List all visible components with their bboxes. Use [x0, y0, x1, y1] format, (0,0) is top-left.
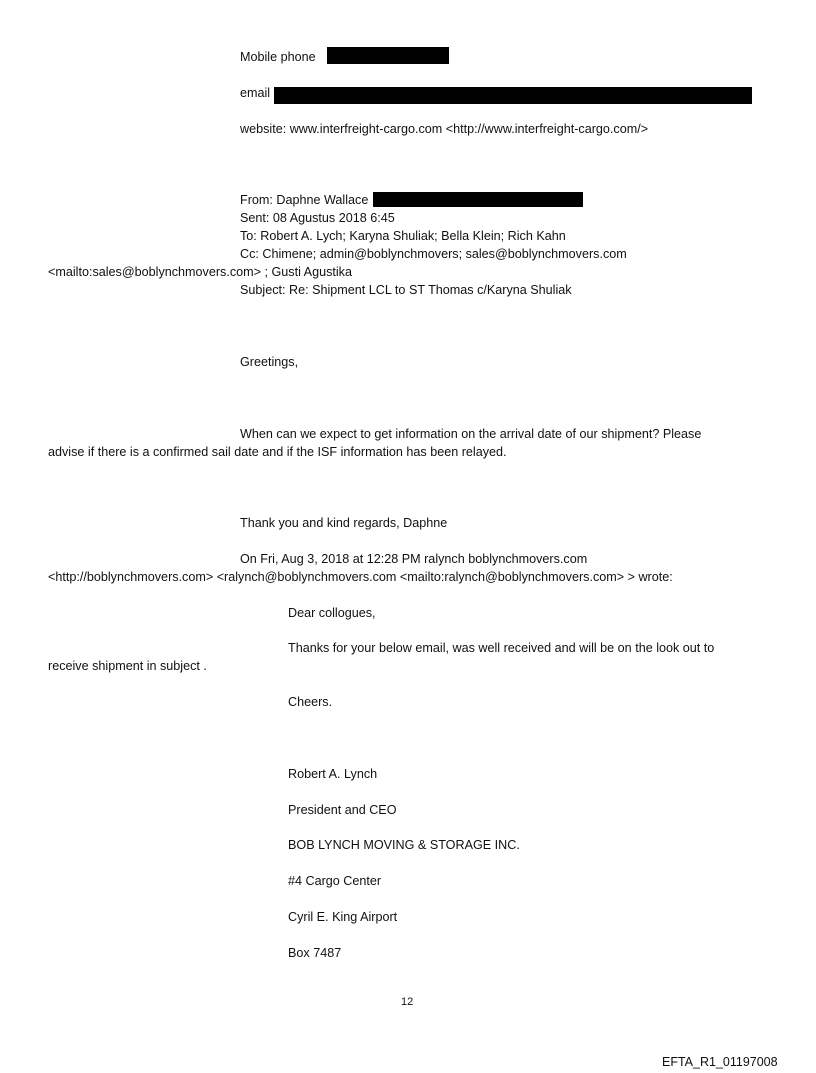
signature-address: Cyril E. King Airport — [288, 910, 398, 924]
quote-intro-line: On Fri, Aug 3, 2018 at 12:28 PM ralynch boblynchmovers.com — [240, 552, 588, 566]
quote-salutation: Dear collogues, — [288, 606, 376, 620]
signature-company: BOB LYNCH MOVING & STORAGE INC. — [288, 838, 520, 852]
from-line: From: Daphne Wallace — [240, 193, 369, 207]
document-id-footer: EFTA_R1_01197008 — [662, 1055, 778, 1069]
redaction-block — [373, 192, 583, 207]
signature-name: Robert A. Lynch — [288, 767, 378, 781]
cc-line: Cc: Chimene; admin@boblynchmovers; sales@boblynchmovers.com — [240, 247, 627, 261]
quote-cheers: Cheers. — [288, 695, 333, 709]
email-label: email — [240, 86, 271, 100]
closing: Thank you and kind regards, Daphne — [240, 516, 448, 530]
quote-paragraph-line: Thanks for your below email, was well received and will be on the look out to — [288, 641, 715, 655]
subject-line: Subject: Re: Shipment LCL to ST Thomas c/Karyna Shuliak — [240, 283, 572, 297]
mobile-phone-label: Mobile phone — [240, 50, 316, 64]
redaction-block — [327, 47, 449, 64]
redaction-block — [274, 87, 752, 104]
body-paragraph-line: advise if there is a confirmed sail date and if the ISF information has been relayed. — [48, 445, 507, 459]
body-paragraph-line: When can we expect to get information on the arrival date of our shipment? Please — [240, 427, 702, 441]
signature-address: #4 Cargo Center — [288, 874, 382, 888]
quote-paragraph-line: receive shipment in subject . — [48, 659, 207, 673]
page-number: 12 — [401, 996, 414, 1008]
quote-intro-line: <http://boblynchmovers.com> <ralynch@boblynchmovers.com <mailto:ralynch@boblynchmovers.com> > wrote: — [48, 570, 673, 584]
sent-line: Sent: 08 Agustus 2018 6:45 — [240, 211, 395, 225]
to-line: To: Robert A. Lych; Karyna Shuliak; Bella Klein; Rich Kahn — [240, 229, 566, 243]
signature-title: President and CEO — [288, 803, 397, 817]
cc-line-continued: <mailto:sales@boblynchmovers.com> ; Gusti Agustika — [48, 265, 352, 279]
signature-address: Box 7487 — [288, 946, 342, 960]
website-line: website: www.interfreight-cargo.com <http://www.interfreight-cargo.com/> — [240, 122, 649, 136]
greeting: Greetings, — [240, 355, 299, 369]
